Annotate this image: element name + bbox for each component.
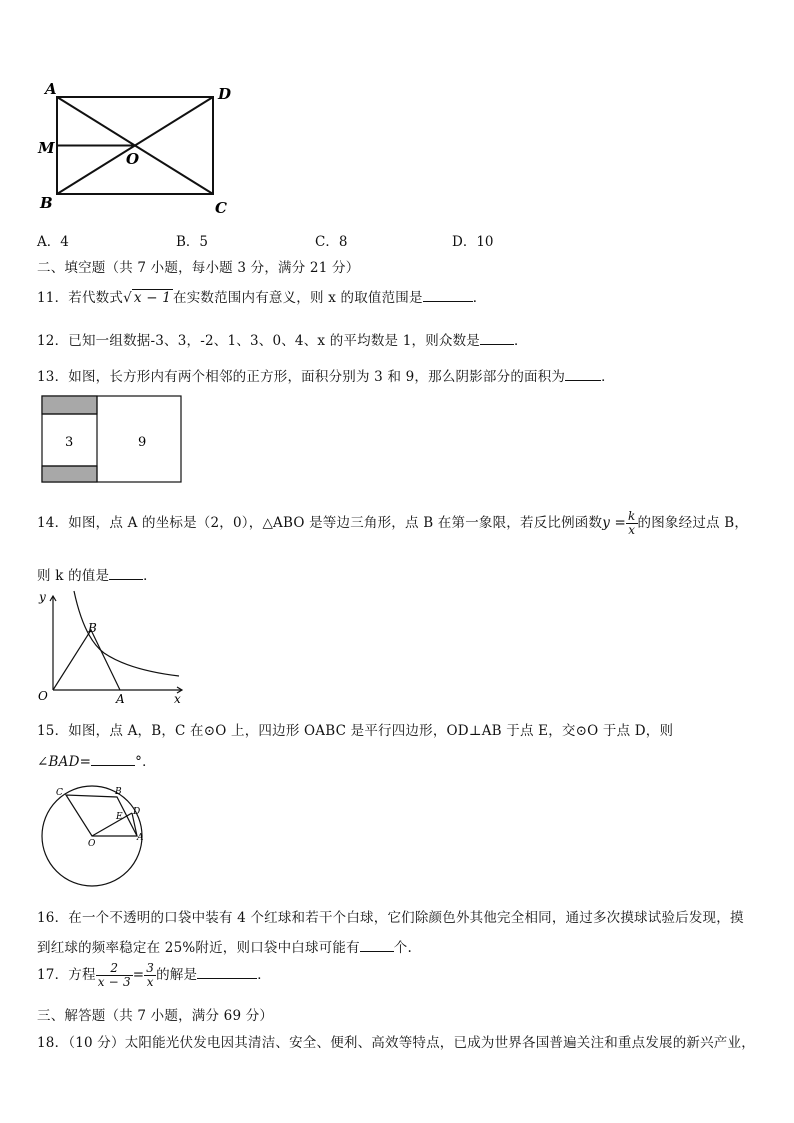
label-a: A [45,80,57,98]
rectangle-figure [35,80,245,215]
question-16: 16．在一个不透明的口袋中装有 4 个红球和若干个白球，它们除颜色外其他完全相同，通过多次摸球试验后发现，摸 [37,910,744,926]
question-11: 11．若代数式√ x − 1 在实数范围内有意义，则 x 的取值范围是 ． [37,290,487,306]
choice-c: C．8 [315,234,348,250]
choice-b: B．5 [176,234,209,250]
answer-blank-11[interactable] [423,288,473,302]
label-origin: O [38,689,48,703]
question-14-line2: 则 k 的值是 ． [37,568,157,584]
section-2-heading: 二、填空题（共 7 小题，每小题 3 分，满分 21 分） [37,260,360,276]
answer-blank-16[interactable] [360,938,394,952]
label-c-circle: C [56,788,63,798]
label-d-circle: D [133,807,141,817]
question-15-line2: ∠BAD= °． [37,754,156,770]
label-a-point: A [116,692,125,706]
fraction-left: $\frac{2}{x - 3}$ [97,961,131,989]
label-area-9: 9 [138,435,147,450]
squares-figure [40,394,185,486]
question-14: 14．如图，点 A 的坐标是（2，0），△ABO 是等边三角形，点 B 在第一象限，若反比例函数y = $\frac{k}{x}$ 的图象经过点 B， [37,509,749,537]
section-3-heading: 三、解答题（共 7 小题，满分 69 分） [37,1008,274,1024]
question-17: 17．方程 $\frac{2}{x - 3}$ = $\frac{3}{x}$ 的解是 ． [37,961,271,989]
fraction-k-over-x: $\frac{k}{x}$ [628,509,636,537]
label-b: B [40,194,53,212]
question-13: 13．如图，长方形内有两个相邻的正方形，面积分别为 3 和 9，那么阴影部分的面积为 ． [37,369,615,385]
label-e-circle: E [116,812,123,822]
label-d: D [218,85,232,103]
choice-d: D．10 [452,234,494,250]
axis-x-label: x [174,692,181,706]
label-c: C [215,199,227,215]
answer-blank-13[interactable] [565,367,601,381]
label-a-circle: A [137,833,144,843]
label-o: O [126,150,140,168]
question-15: 15．如图，点 A，B，C 在⊙O 上，四边形 OABC 是平行四边形，OD⊥AB 于点 E，交⊙O 于点 D，则 [37,723,674,739]
answer-blank-15[interactable] [91,752,135,766]
question-16-line2: 到红球的频率稳定在 25%附近，则口袋中白球可能有 个. [37,940,412,956]
answer-blank-12[interactable] [480,331,514,345]
circle-figure [34,783,152,889]
question-18: 18．（10 分）太阳能光伏发电因其清洁、安全、便利、高效等特点，已成为世界各国普遍关注和重点发展的新兴产业， [37,1035,755,1051]
axis-y-label: y [39,590,46,604]
label-b-circle: B [115,787,122,797]
question-12: 12．已知一组数据-3、3，-2、1、3、0、4、x 的平均数是 1，则众数是 ． [37,333,528,349]
coordinate-figure [34,588,194,706]
answer-blank-17[interactable] [197,965,257,979]
choice-a: A．4 [37,234,69,250]
label-b-point: B [88,621,97,635]
sqrt-expression: √ x − 1 [123,290,171,306]
label-m: M [38,139,55,157]
fraction-right: $\frac{3}{x}$ [146,961,155,989]
label-o-circle: O [88,839,96,849]
answer-blank-14[interactable] [109,566,143,580]
label-area-3: 3 [65,435,74,450]
